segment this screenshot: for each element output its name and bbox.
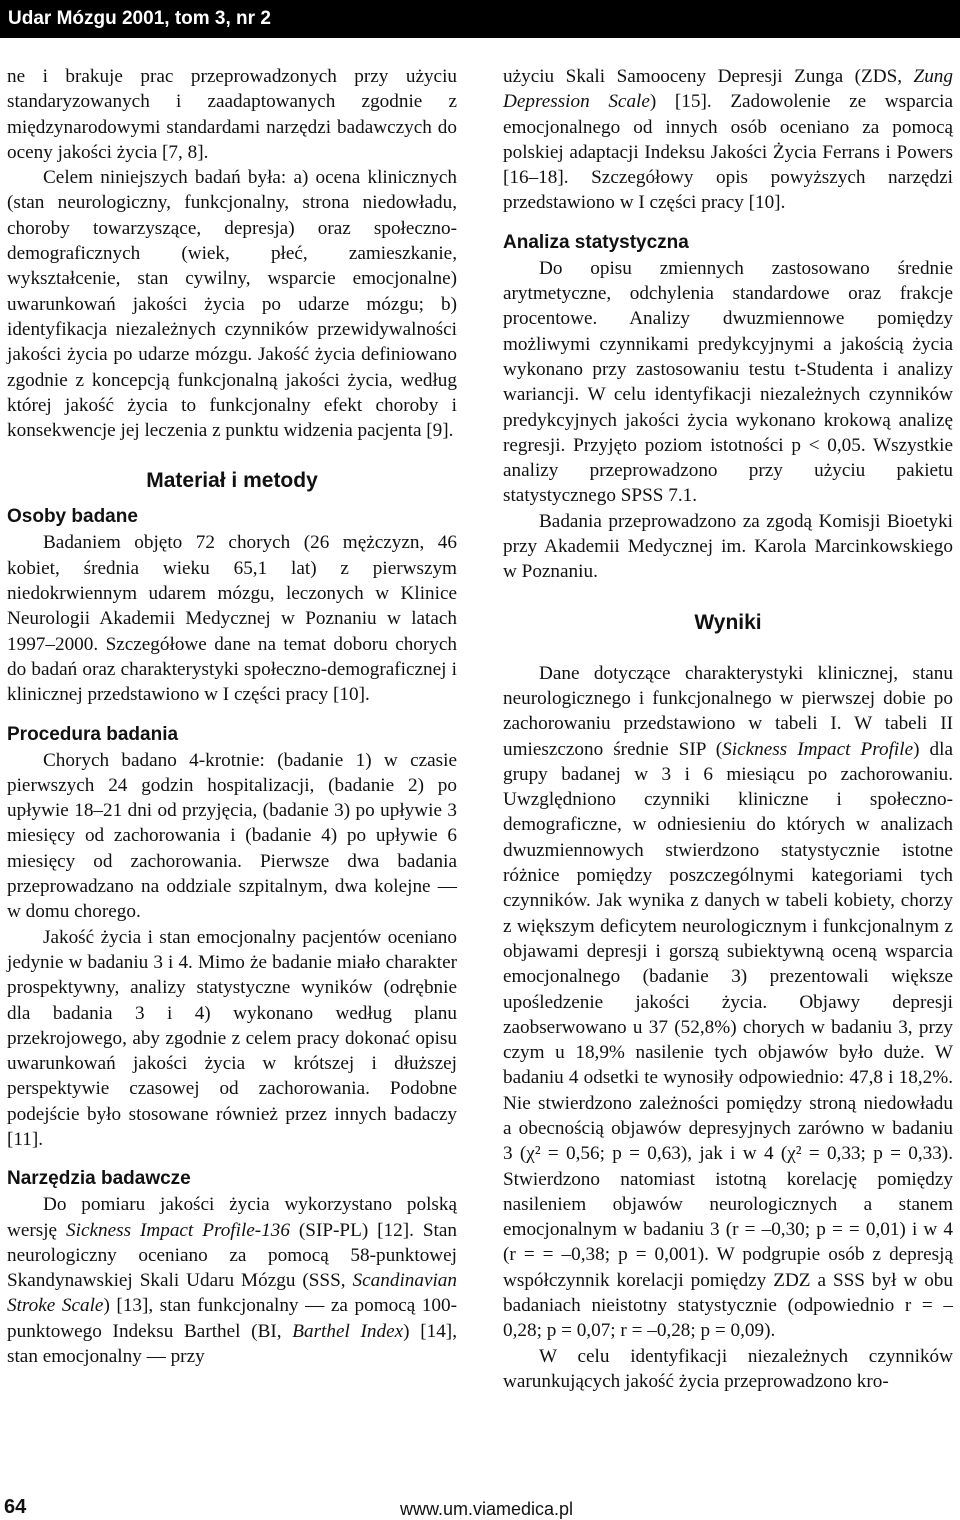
results-sip-name: Sickness Impact Profile bbox=[722, 738, 914, 760]
paragraph-statistics-1: Do opisu zmiennych zastosowano średnie arytmetyczne, odchylenia standardowe oraz frakcje procentowe. Analizy dwuzmiennowe pomiędzy możliwymi czynnikami predykcyjnymi a jakością życia wykonano przy zastosowaniu testu t-Studenta i analizy wariancji. W celu identyfikacji niezależnych czynników predykcyjnych jakości życia wykonano krokową analizę regresji. Przyjęto poziom istotności p < 0,05. Wszystkie analizy przeprowadzono przy użyciu pakietu statystycznego SPSS 7.1. bbox=[503, 257, 953, 507]
subheading-procedure: Procedura badania bbox=[7, 723, 179, 745]
tools-text-c: ) [13], stan funkcjonalny — za pomocą 100-punktowego Indeksu Barthel (BI, bbox=[7, 1295, 457, 1342]
tools-text-b: (SIP-PL) [12]. Stan neurologiczny oceniano za pomocą 58-punktowej Skandynawskiej Skali Udaru Mózgu (SSS, bbox=[7, 1219, 457, 1292]
paragraph-tools bbox=[7, 1192, 457, 1369]
right-column bbox=[503, 64, 953, 1394]
tools-bi-name: Barthel Index bbox=[292, 1320, 404, 1342]
tools-text-d: ) [14], stan emocjonalny — przy bbox=[7, 1320, 457, 1368]
tools-text-e: użyciu Skali Samooceny Depresji Zunga (ZDS, bbox=[503, 66, 914, 87]
paragraph-intro-continuation: ne i brakuje prac przeprowadzonych przy użyciu standaryzowanych i zaadaptowanych zgodnie z międzynarodowymi standardami narzędzi badawczych do oceny jakości życia [7, 8]. bbox=[7, 66, 457, 163]
journal-header-bar bbox=[0, 0, 960, 38]
section-heading-methods: Materiał i metody bbox=[146, 469, 318, 493]
tools-sss-name: Scandinavian Stroke Scale bbox=[7, 1270, 457, 1317]
tools-text-a: Do pomiaru jakości życia wykorzystano polską wersję bbox=[7, 1194, 457, 1241]
paragraph-procedure-1: Chorych badano 4-krotnie: (badanie 1) w czasie pierwszych 24 godzin hospitalizacji, (badanie 2) po upływie 18–21 dni od przyjęcia, (badanie 3) po upływie 3 miesięcy od zachorowania i (badanie 4) po upływie 6 miesięcy od zachorowania. Pierwsze dwa badania przeprowadzano na oddziale szpitalnym, dwa kolejne — w domu chorego. bbox=[7, 749, 457, 923]
paragraph-aims: Celem niniejszych badań była: a) ocena klinicznych (stan neurologiczny, funkcjonalny, strona niedowładu, choroby towarzyszące, depresja) oraz społeczno-demograficznych (wiek, płeć, zamieszkanie, wykształcenie, stan cywilny, wsparcie emocjonalne) uwarunkowań jakości życia po udarze mózgu; b) identyfikacja niezależnych czynników przewidywalności jakości życia po udarze mózgu. Jakość życia definiowano zgodnie z koncepcją funkcjonalną jakości życia, według której jakość życia to funkcjonalny efekt choroby i konsekwencje jej leczenia z punktu widzenia pacjenta [9]. bbox=[7, 167, 457, 442]
section-heading-results: Wyniki bbox=[694, 610, 762, 634]
paragraph-tools-continuation bbox=[503, 64, 953, 216]
results-text-a: Dane dotyczące charakterystyki klinicznej, stanu neurologicznego i funkcjonalnego w pierwszej dobie po zachorowaniu przedstawiono w tabeli I. W tabeli II umieszczono średnie SIP ( bbox=[503, 662, 953, 760]
paragraph-statistics-2: Badania przeprowadzono za zgodą Komisji Bioetyki przy Akademii Medycznej im. Karola Marcinkowskiego w Poznaniu. bbox=[503, 510, 953, 583]
subheading-subjects: Osoby badane bbox=[7, 506, 138, 528]
paragraph-subjects: Badaniem objęto 72 chorych (26 mężczyzn, 46 kobiet, średnia wieku 65,1 lat) z pierwszym niedokrwiennym udarem mózgu, leczonych w Klinice Neurologii Akademii Medycznej w Poznaniu w latach 1997–2000. Szczegółowe dane na temat doboru chorych do badań oraz charakterystyki społeczno-demograficznej i klinicznej przedstawiono w I części pracy [10]. bbox=[7, 532, 457, 706]
subheading-tools: Narzędzia badawcze bbox=[7, 1168, 191, 1190]
page-number: 64 bbox=[4, 1496, 27, 1518]
tools-text-f: ) [15]. Zadowolenie ze wsparcia emocjonalnego od innych osób oceniano za pomocą polskiej adaptacji Indeksu Jakości Życia Ferrans i Powers [16–18]. Szczegółowy opis powyższych narzędzi przedstawiono w I części pracy [10]. bbox=[503, 91, 953, 214]
tools-sip-name: Sickness Impact Profile-136 bbox=[66, 1219, 290, 1241]
results-text-b: ) dla grupy badanej w 3 i 6 miesiącu po zachorowaniu. Uwzględniono czynniki kliniczne i społeczno-demograficzne, w odniesieniu do których w analizach dwuzmiennowych stwierdzono statystycznie istotne różnice pomiędzy poszczególnymi kategoriami tych czynników. Jak wynika z danych w tabeli kobiety, chorzy z większym deficytem neurologicznym i funkcjonalnym z objawami depresji i gorszą subiektywną oceną wsparcia emocjonalnego (badanie 3) prezentowali większe upośledzenie jakości życia. Objawy depresji zaobserwowano u 37 (52,8%) chorych w badaniu 3, przy czym u 18,9% nasilenie tych objawów było duże. W badaniu 4 odsetki te wynosiły odpowiednio: 47,8 i 18,2%. Nie stwierdzono zależności pomiędzy stroną niedowładu a obecnością objawów depresyjnych zarówno w badaniu 3 (χ² = 0,56; p = 0,63), jak i w 4 (χ² = 0,33; p = 0,33). Stwierdzono natomiast istotną korelację pomiędzy nasileniem objawów neurologicznych a stanem emocjonalnym w badaniu 3 (r = –0,30; p = = 0,01) i w 4 (r = = –0,38; p = 0,001). W podgrupie osób z depresją współczynnik korelacji pomiędzy ZDZ a SSS był w obu badaniach nieistotny statystycznie (odpowiednio r = –0,28; p = 0,07; r = –0,28; p = 0,09). bbox=[503, 738, 953, 1342]
journal-title: Udar Mózgu 2001, tom 3, nr 2 bbox=[8, 8, 271, 29]
paragraph-results-1 bbox=[503, 661, 953, 1344]
footer-url: www.um.viamedica.pl bbox=[400, 1499, 574, 1519]
paragraph-results-2: W celu identyfikacji niezależnych czynników warunkujących jakość życia przeprowadzono kro- bbox=[503, 1345, 953, 1392]
left-column bbox=[7, 64, 457, 1369]
subheading-statistics: Analiza statystyczna bbox=[503, 231, 689, 253]
tools-zds-name: Zung Depression Scale bbox=[503, 66, 953, 113]
paragraph-procedure-2: Jakość życia i stan emocjonalny pacjentów oceniano jedynie w badaniu 3 i 4. Mimo że badanie miało charakter prospektywny, analizy statystyczne wyników (odrębnie dla badania 3 i 4) wykonano według planu przekrojowego, aby zgodnie z celem pracy dokonać opisu uwarunkowań jakości życia w krótszej i dłuższej perspektywie czasowej od zachorowania. Podobne podejście było stosowane również przez innych badaczy [11]. bbox=[7, 926, 457, 1150]
